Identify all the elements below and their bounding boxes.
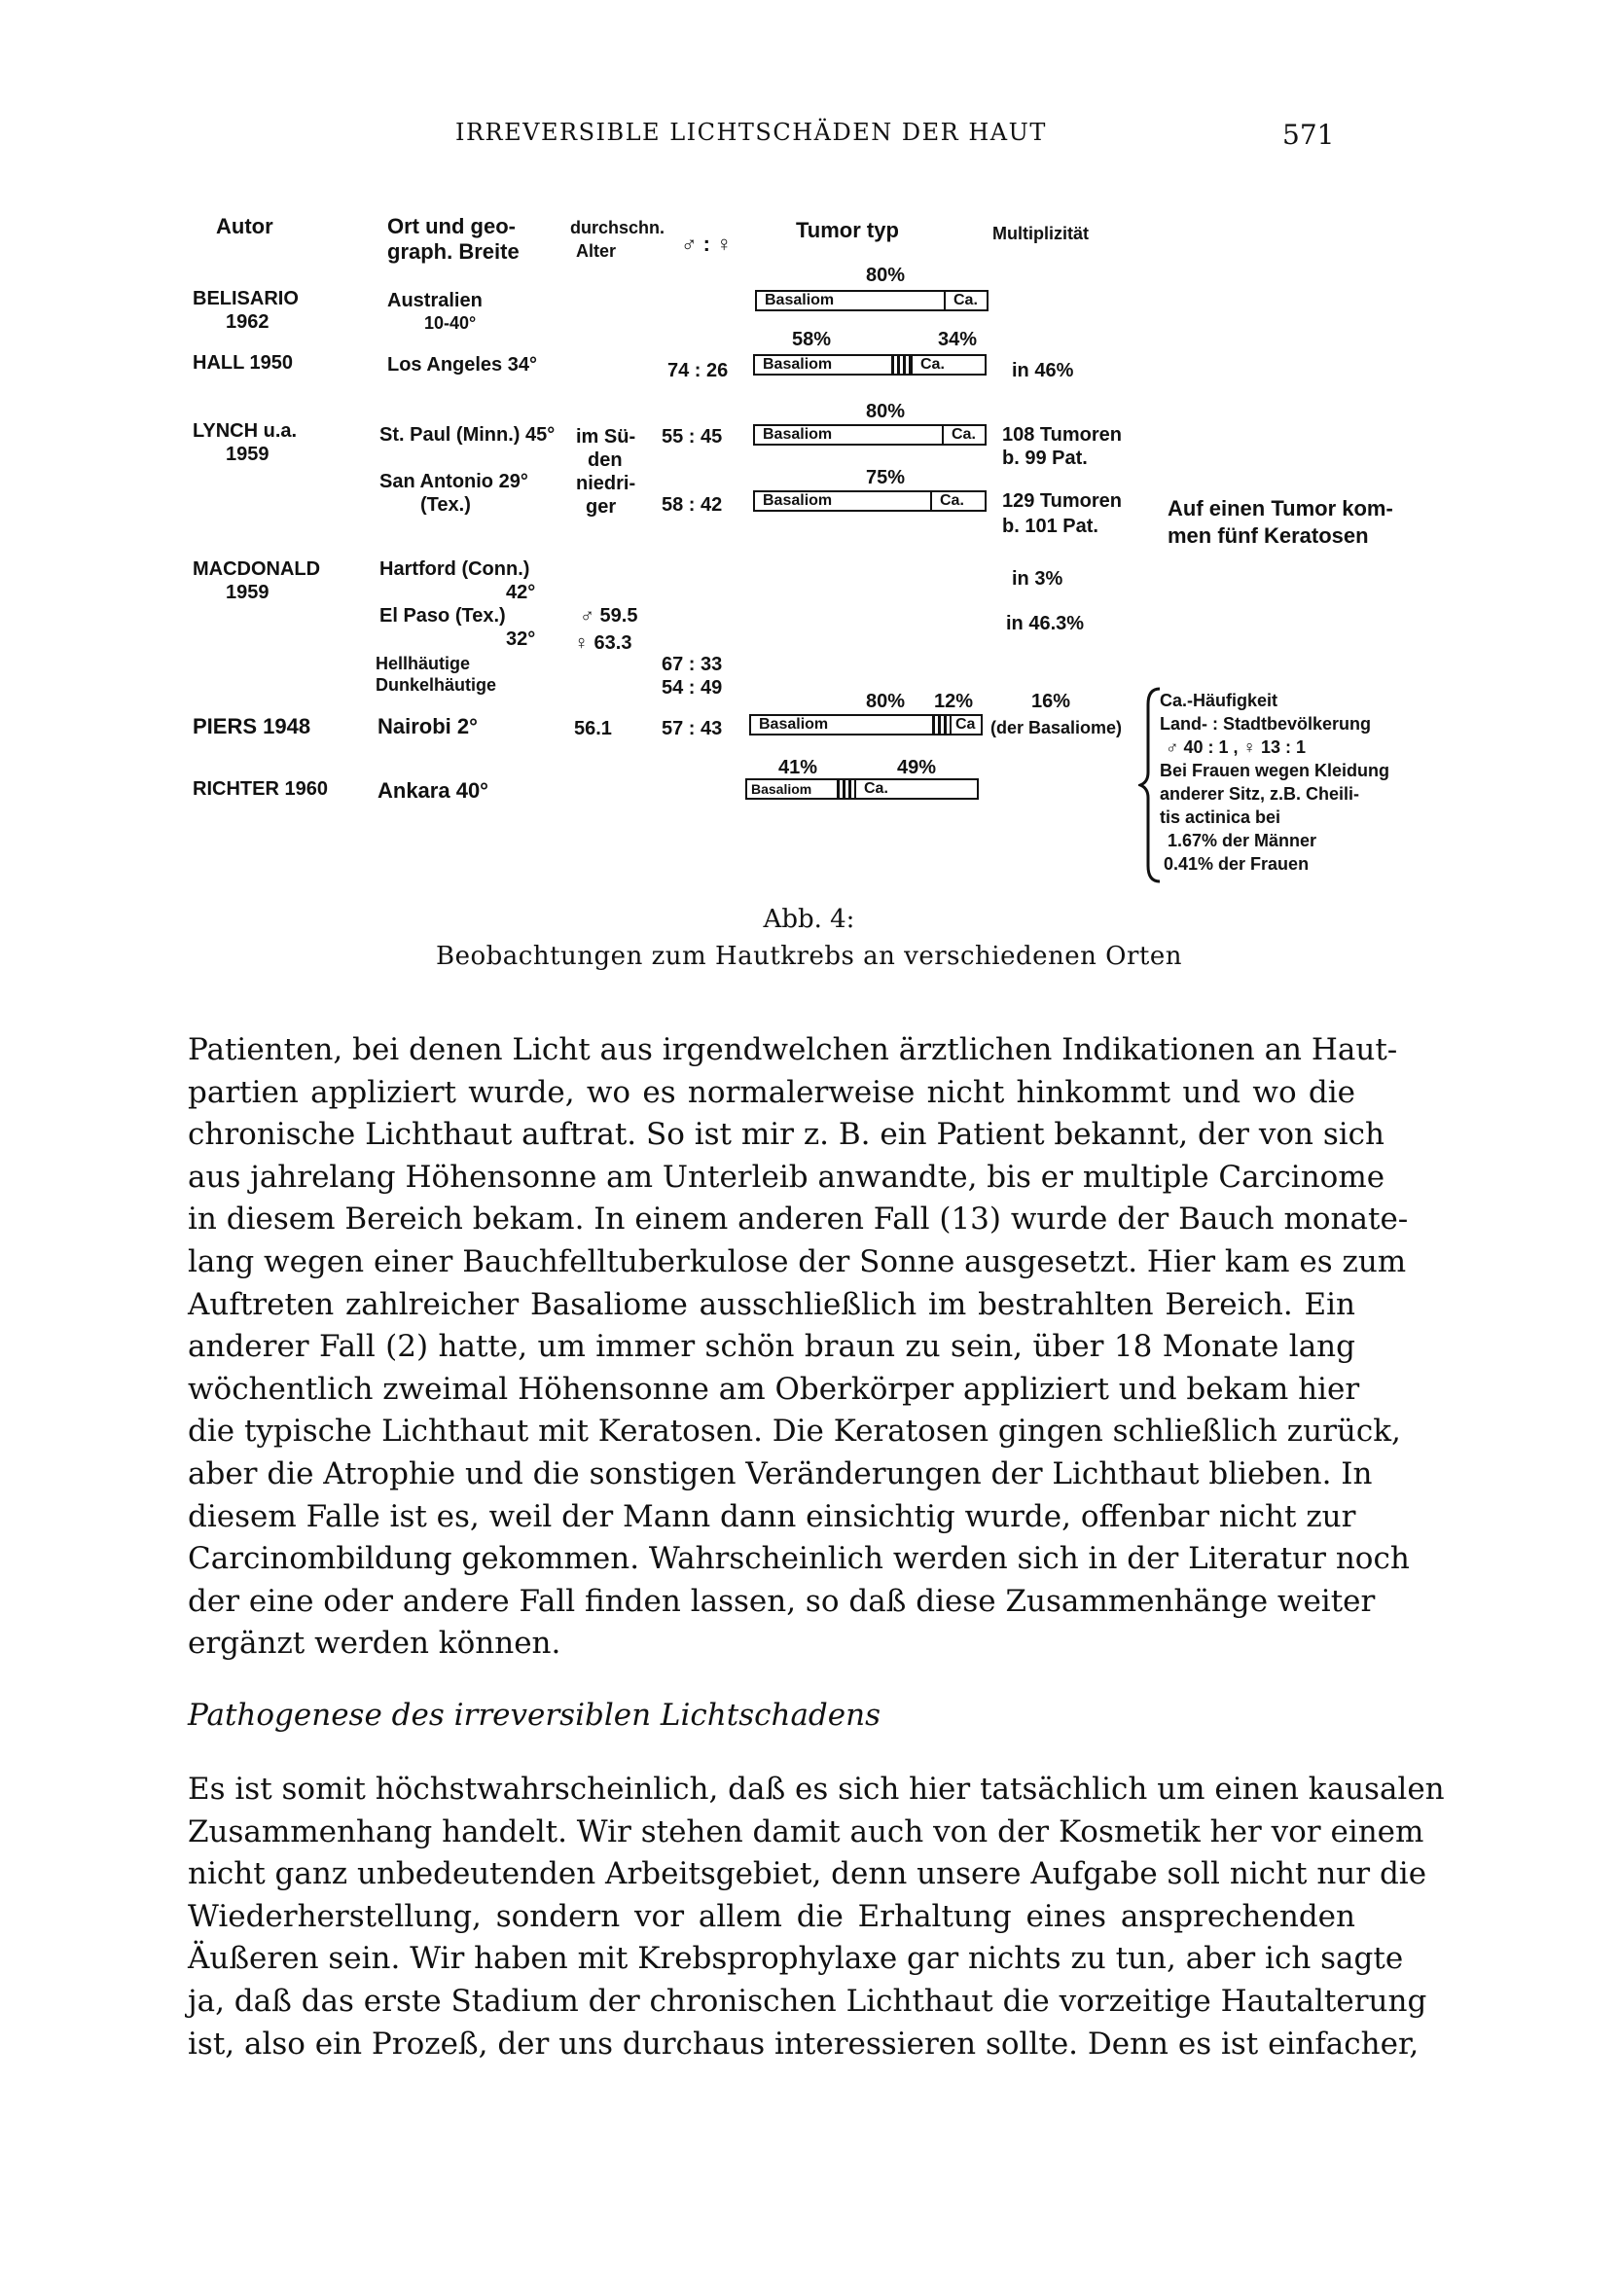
text-line: die typische Lichthaut mit Keratosen. Die Keratosen gingen schließlich zurück, (188, 1414, 1401, 1450)
side-note-line-7: 1.67% der Männer (1168, 831, 1317, 850)
age-macdonald-male: ♂ 59.5 (580, 605, 638, 627)
side-note-line-2: Land- : Stadtbevölkerung (1160, 714, 1372, 734)
note-lynch-1: Auf einen Tumor kom- (1168, 496, 1393, 520)
text-line: ist, also ein Prozeß, der uns durchaus interessieren sollte. Denn es ist einfacher, (188, 2026, 1420, 2062)
text-line: Zusammenhang handelt. Wir stehen damit auch von der Kosmetik her vor einem (188, 1813, 1424, 1849)
ratio-piers: 57 : 43 (662, 718, 723, 739)
place-hall: Los Angeles 34° (387, 354, 537, 376)
year-macdonald: 1959 (226, 582, 270, 603)
bar-hall (753, 354, 987, 376)
bar-segment-basaliom: Basaliom (763, 356, 833, 373)
side-note-line-5: anderer Sitz, z.B. Cheili- (1160, 784, 1360, 804)
pct-lynch-1: 80% (866, 401, 906, 422)
bar-segment-hatched (837, 780, 854, 798)
text-line: Auftreten zahlreicher Basaliome ausschließlich im bestrahlten Bereich. Ein (188, 1286, 1355, 1322)
text-line: partien appliziert wurde, wo es normalerweise nicht hinkommt und wo die (188, 1074, 1355, 1110)
multi-lynch-2b: b. 101 Pat. (1002, 516, 1098, 537)
ratio-hall: 74 : 26 (667, 360, 729, 381)
bar-segment-ca: Ca. (942, 426, 985, 444)
age-lynch-2b: ger (586, 496, 617, 518)
text-line: in diesem Bereich bekam. In einem anderen Fall (13) wurde der Bauch monate- (188, 1202, 1409, 1238)
bar-piers (749, 714, 983, 735)
lat-macdonald-2: 32° (506, 628, 536, 650)
place-richter: Ankara 40° (378, 778, 488, 803)
running-head: IRREVERSIBLE LICHTSCHÄDEN DER HAUT (455, 119, 1047, 146)
col-multi: Multiplizität (992, 224, 1089, 243)
author-belisario: BELISARIO (193, 288, 299, 309)
pct-richter-basaliom: 41% (778, 757, 818, 778)
ratio-lynch-2: 58 : 42 (662, 494, 723, 516)
bar-segment-basaliom: Basaliom (759, 716, 829, 733)
place-piers: Nairobi 2° (378, 714, 478, 738)
author-hall: HALL 1950 (193, 352, 294, 374)
pct-hall-basaliom: 58% (792, 329, 832, 350)
bar-segment-hatched (932, 716, 950, 734)
year-lynch: 1959 (226, 444, 270, 465)
place-belisario: Australien (387, 290, 483, 311)
bar-segment-ca: Ca. (854, 780, 977, 798)
bar-segment-ca: Ca. (911, 356, 985, 374)
side-note-line-4: Bei Frauen wegen Kleidung (1160, 761, 1390, 780)
pct-piers-ca: 12% (934, 691, 974, 712)
col-sex: ♂ : ♀ (681, 232, 733, 256)
text-line: ergänzt werden können. (188, 1626, 561, 1662)
pct-hall-ca: 34% (938, 329, 978, 350)
bar-segment-basaliom: Basaliom (763, 426, 833, 443)
col-alter-1: durchschn. (570, 218, 665, 237)
text-line: Carcinombildung gekommen. Wahrscheinlich werden sich in der Literatur noch (188, 1541, 1410, 1577)
bar-segment-ca: Ca. (930, 492, 985, 510)
text-line: aber die Atrophie und die sonstigen Veränderungen der Lichthaut blieben. In (188, 1455, 1373, 1491)
place-lynch-2b: (Tex.) (420, 494, 471, 516)
side-note-line-1: Ca.-Häufigkeit (1160, 691, 1278, 710)
col-ort-1: Ort und geo- (387, 214, 516, 238)
age-lynch-2: niedri- (576, 473, 636, 494)
text-line: nicht ganz unbedeutenden Arbeitsgebiet, denn unsere Aufgabe soll nicht nur die (188, 1856, 1427, 1892)
ratio-lynch-1: 55 : 45 (662, 426, 723, 448)
bar-segment-ca: Ca (950, 716, 981, 734)
figure-abb-4 (0, 0, 1618, 934)
bar-lynch-2 (753, 490, 987, 512)
author-richter: RICHTER 1960 (193, 778, 328, 800)
bar-segment-basaliom: Basaliom (763, 492, 833, 509)
lat-belisario: 10-40° (424, 313, 477, 333)
text-line: Äußeren sein. Wir haben mit Krebsprophylaxe gar nichts zu tun, aber ich sagte (188, 1941, 1404, 1977)
note-lynch-2: men fünf Keratosen (1168, 523, 1369, 548)
multi-macdonald-2: in 46.3% (1006, 613, 1085, 634)
text-line: der eine oder andere Fall finden lassen, so daß diese Zusammenhänge weiter (188, 1583, 1376, 1619)
bar-richter (745, 778, 979, 800)
pct-lynch-2: 75% (866, 467, 906, 488)
author-lynch: LYNCH u.a. (193, 420, 298, 442)
multi-lynch-1b: b. 99 Pat. (1002, 448, 1088, 469)
side-note-line-8: 0.41% der Frauen (1164, 854, 1310, 874)
age-piers: 56.1 (574, 718, 612, 739)
macdonald-dunkelhaeutige: Dunkelhäutige (376, 675, 497, 695)
page-number: 571 (1282, 119, 1335, 151)
col-autor: Autor (216, 214, 273, 238)
text-line: anderer Fall (2) hatte, um immer schön braun zu sein, über 18 Monate lang (188, 1329, 1355, 1365)
age-lynch-1b: den (588, 449, 623, 471)
multi-macdonald-1: in 3% (1012, 568, 1063, 590)
ratio-macdonald-2: 54 : 49 (662, 677, 723, 699)
text-line: ja, daß das erste Stadium der chronischen Lichthaut die vorzeitige Hautalterung (188, 1983, 1427, 2019)
figure-caption-text: Beobachtungen zum Hautkrebs an verschiedenen Orten (436, 942, 1182, 971)
pct-piers-multi: 16% (1031, 691, 1071, 712)
text-line: Wiederherstellung, sondern vor allem die Erhaltung eines ansprechenden (188, 1898, 1355, 1934)
bar-segment-ca: Ca. (944, 292, 987, 309)
pct-piers-basaliom: 80% (866, 691, 906, 712)
multi-hall: in 46% (1012, 360, 1074, 381)
text-line: diesem Falle ist es, weil der Mann dann einsichtig wurde, offenbar nicht zur (188, 1498, 1356, 1534)
place-macdonald-2: El Paso (Tex.) (379, 605, 506, 627)
author-piers: PIERS 1948 (193, 714, 311, 738)
bar-belisario (755, 290, 989, 311)
multi-piers: (der Basaliome) (990, 718, 1123, 737)
lat-macdonald-1: 42° (506, 582, 536, 603)
ratio-macdonald-1: 67 : 33 (662, 654, 723, 675)
pct-belisario: 80% (866, 265, 906, 286)
col-alter-2: Alter (576, 241, 617, 261)
text-line: lang wegen einer Bauchfelltuberkulose der Sonne ausgesetzt. Hier kam es zum (188, 1243, 1407, 1279)
paragraph-2 (188, 1769, 1445, 2065)
age-lynch-1: im Sü- (576, 426, 636, 448)
bar-segment-basaliom: Basaliom (765, 292, 835, 308)
col-tumortyp: Tumor typ (796, 218, 899, 242)
bar-segment-hatched (891, 356, 911, 374)
bar-segment-basaliom: Basaliom (751, 781, 812, 797)
text-line: Es ist somit höchstwahrscheinlich, daß es sich hier tatsächlich um einen kausalen (188, 1772, 1445, 1807)
age-macdonald-female: ♀ 63.3 (574, 632, 632, 654)
text-line: chronische Lichthaut auftrat. So ist mir z. B. ein Patient bekannt, der von sich (188, 1117, 1384, 1153)
pct-richter-ca: 49% (897, 757, 937, 778)
bar-lynch-1 (753, 424, 987, 446)
place-macdonald-1: Hartford (Conn.) (379, 558, 530, 580)
multi-lynch-1: 108 Tumoren (1002, 424, 1122, 446)
section-subheading: Pathogenese des irreversiblen Lichtschadens (188, 1698, 881, 1733)
text-line: wöchentlich zweimal Höhensonne am Oberkörper appliziert und bekam hier (188, 1371, 1360, 1407)
multi-lynch-2: 129 Tumoren (1002, 490, 1122, 512)
author-macdonald: MACDONALD (193, 558, 321, 580)
year-belisario: 1962 (226, 311, 270, 333)
paragraph-1 (188, 1029, 1410, 1666)
side-note-line-6: tis actinica bei (1160, 807, 1281, 827)
side-note-line-3: ♂ 40 : 1 , ♀ 13 : 1 (1166, 737, 1307, 757)
place-lynch-1: St. Paul (Minn.) 45° (379, 424, 556, 446)
figure-caption-label: Abb. 4: (763, 905, 855, 934)
text-line: aus jahrelang Höhensonne am Unterleib anwandte, bis er multiple Carcinome (188, 1159, 1385, 1195)
place-lynch-2: San Antonio 29° (379, 471, 528, 492)
col-ort-2: graph. Breite (387, 239, 520, 264)
text-line: Patienten, bei denen Licht aus irgendwelchen ärztlichen Indikationen an Haut- (188, 1032, 1398, 1067)
macdonald-hellhaeutige: Hellhäutige (376, 654, 471, 673)
